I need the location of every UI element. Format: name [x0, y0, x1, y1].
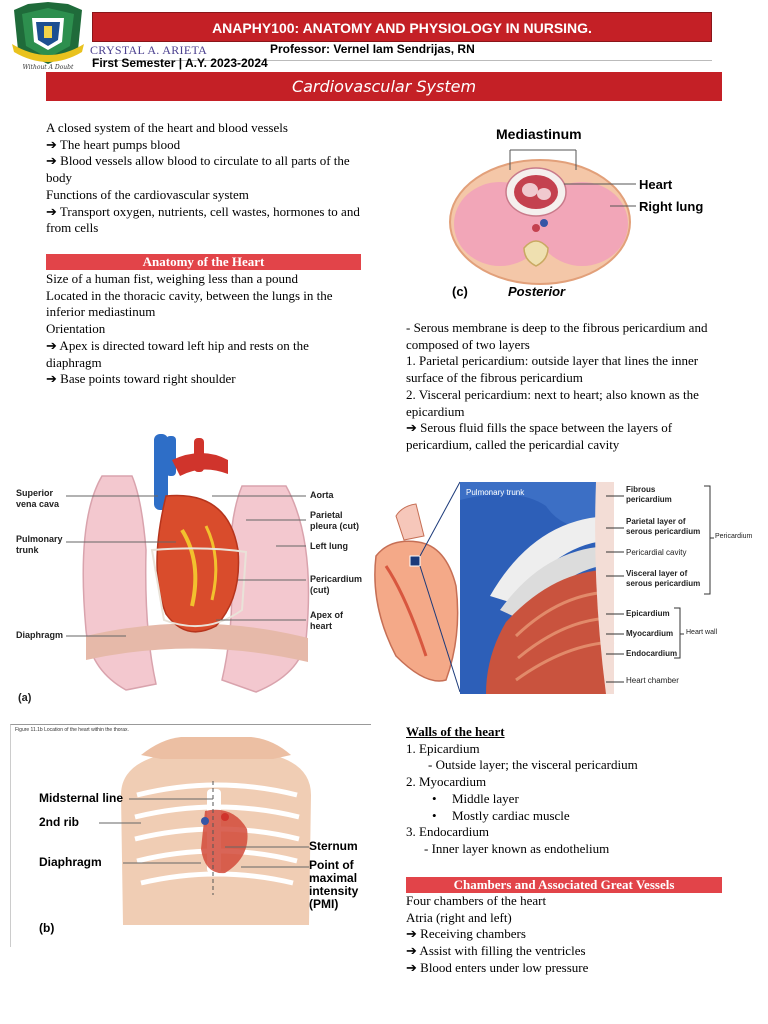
walls-myocardium-item: • Mostly cardiac muscle	[452, 808, 736, 825]
intro-line: ➔ Transport oxygen, nutrients, cell wastes, hormones to and from cells	[46, 203, 360, 236]
serous-line: 1. Parietal pericardium: outside layer that lines the inner surface of the fibrous pericardium	[406, 353, 699, 386]
location-label-sternum: Sternum	[309, 839, 358, 853]
location-label-midsternal-line: Midsternal line	[39, 791, 124, 805]
walls-myocardium-list	[406, 791, 736, 824]
anatomy-line: Located in the thoracic cavity, between the lungs in the inferior mediastinum	[46, 287, 333, 320]
anatomy-line: ➔ Base points toward right shoulder	[46, 371, 236, 387]
course-title: ANAPHY100: ANATOMY AND PHYSIOLOGY IN NURSING.	[92, 12, 712, 42]
wall-label-pericardial-cavity: Pericardial cavity	[626, 548, 687, 557]
location-caption-letter: (b)	[39, 921, 55, 935]
walls-myocardium: 2. Myocardium	[406, 774, 487, 790]
wall-label-visceral-layer: Visceral layer of serous pericardium	[626, 569, 701, 588]
section-title: Cardiovascular System	[46, 72, 722, 101]
serous-line: - Serous membrane is deep to the fibrous pericardium and composed of two layers	[406, 320, 708, 352]
chambers-line: ➔ Assist with filling the ventricles	[406, 943, 586, 959]
walls-myocardium-item: • Middle layer	[452, 791, 736, 808]
logo-motto: Without A Doubt	[22, 64, 74, 71]
chambers-heading: Chambers and Associated Great Vessels	[406, 877, 722, 893]
heart-label-pulmonary-trunk: Pulmonary trunk	[16, 534, 63, 555]
serous-text	[406, 320, 724, 454]
wall-label-heart-chamber: Heart chamber	[626, 676, 679, 685]
serous-line: ➔ Serous fluid fills the space between the layers of pericardium, called the pericardial cavity	[406, 420, 673, 452]
wall-label-epicardium: Epicardium	[626, 609, 670, 618]
wall-bracket-pericardium: Pericardium	[715, 533, 753, 540]
anatomy-heading: Anatomy of the Heart	[46, 254, 361, 270]
serous-line: 2. Visceral pericardium: next to heart; also known as the epicardium	[406, 386, 699, 419]
mediastinum-label-right-lung: Right lung	[639, 199, 704, 214]
anatomy-line: Size of a human fist, weighing less than a pound	[46, 271, 299, 286]
semester-label: First Semester | A.Y. 2023-2024	[92, 56, 268, 70]
walls-endocardium: 3. Endocardium	[406, 824, 490, 840]
wall-label-pulmonary-trunk: Pulmonary trunk	[466, 488, 525, 497]
intro-line: ➔ Blood vessels allow blood to circulate to all parts of the body	[46, 153, 350, 186]
figure-heart-thorax	[16, 430, 366, 708]
chambers-line: Atria (right and left)	[406, 909, 512, 925]
figure-mediastinum	[440, 122, 740, 302]
chambers-line: Four chambers of the heart	[406, 893, 547, 908]
mediastinum-title: Mediastinum	[496, 126, 582, 142]
heart-caption-letter: (a)	[18, 692, 32, 704]
heart-label-left-lung: Left lung	[310, 541, 348, 551]
walls-section	[406, 724, 736, 858]
professor-name: Professor: Vernel Iam Sendrijas, RN	[270, 42, 475, 56]
heart-label-aorta: Aorta	[310, 490, 334, 500]
heart-label-diaphragm: Diaphragm	[16, 630, 64, 640]
chambers-text	[406, 893, 736, 977]
student-name: CRYSTAL A. ARIETA	[90, 43, 208, 57]
walls-epicardium: 1. Epicardium	[406, 740, 480, 756]
heart-label-apex: Apex of heart	[310, 610, 344, 631]
walls-epicardium-desc: - Outside layer; the visceral pericardium	[428, 757, 638, 773]
anatomy-line: ➔ Apex is directed toward left hip and rests on the diaphragm	[46, 337, 309, 370]
wall-label-endocardium: Endocardium	[626, 649, 678, 658]
wall-bracket-heart-wall: Heart wall	[686, 629, 718, 636]
wall-label-parietal-layer: Parietal layer of serous pericardium	[626, 517, 701, 536]
intro-line: A closed system of the heart and blood vessels	[46, 120, 288, 135]
location-label-pmi: Point of maximal intensity (PMI)	[309, 858, 359, 911]
intro-line: Functions of the cardiovascular system	[46, 186, 249, 202]
location-label-diaphragm: Diaphragm	[39, 855, 102, 869]
school-logo	[8, 0, 88, 74]
mediastinum-caption: Posterior	[508, 284, 566, 299]
mediastinum-label-heart: Heart	[639, 177, 673, 192]
walls-heading: Walls of the heart	[406, 724, 505, 739]
intro-line: ➔ The heart pumps blood	[46, 136, 181, 152]
anatomy-text	[46, 271, 364, 388]
figure-heart-location	[10, 724, 371, 947]
mediastinum-caption-letter: (c)	[452, 284, 468, 299]
figure-heart-wall	[366, 476, 762, 698]
wall-label-fibrous-pericardium: Fibrous pericardium	[626, 485, 672, 504]
wall-label-myocardium: Myocardium	[626, 629, 674, 638]
intro-text	[46, 120, 364, 237]
heart-label-parietal-pleura: Parietal pleura (cut)	[310, 510, 360, 531]
heart-label-superior-vena-cava: Superior vena cava	[16, 488, 60, 509]
location-caption-top: Figure 11.1b Location of the heart within the thorax.	[15, 727, 129, 733]
location-label-2nd-rib: 2nd rib	[39, 815, 80, 829]
chambers-line: ➔ Blood enters under low pressure	[406, 959, 589, 975]
anatomy-line: Orientation	[46, 321, 106, 337]
walls-endocardium-desc: - Inner layer known as endothelium	[424, 840, 610, 856]
heart-label-pericardium: Pericardium (cut)	[310, 574, 363, 595]
chambers-line: ➔ Receiving chambers	[406, 926, 526, 942]
